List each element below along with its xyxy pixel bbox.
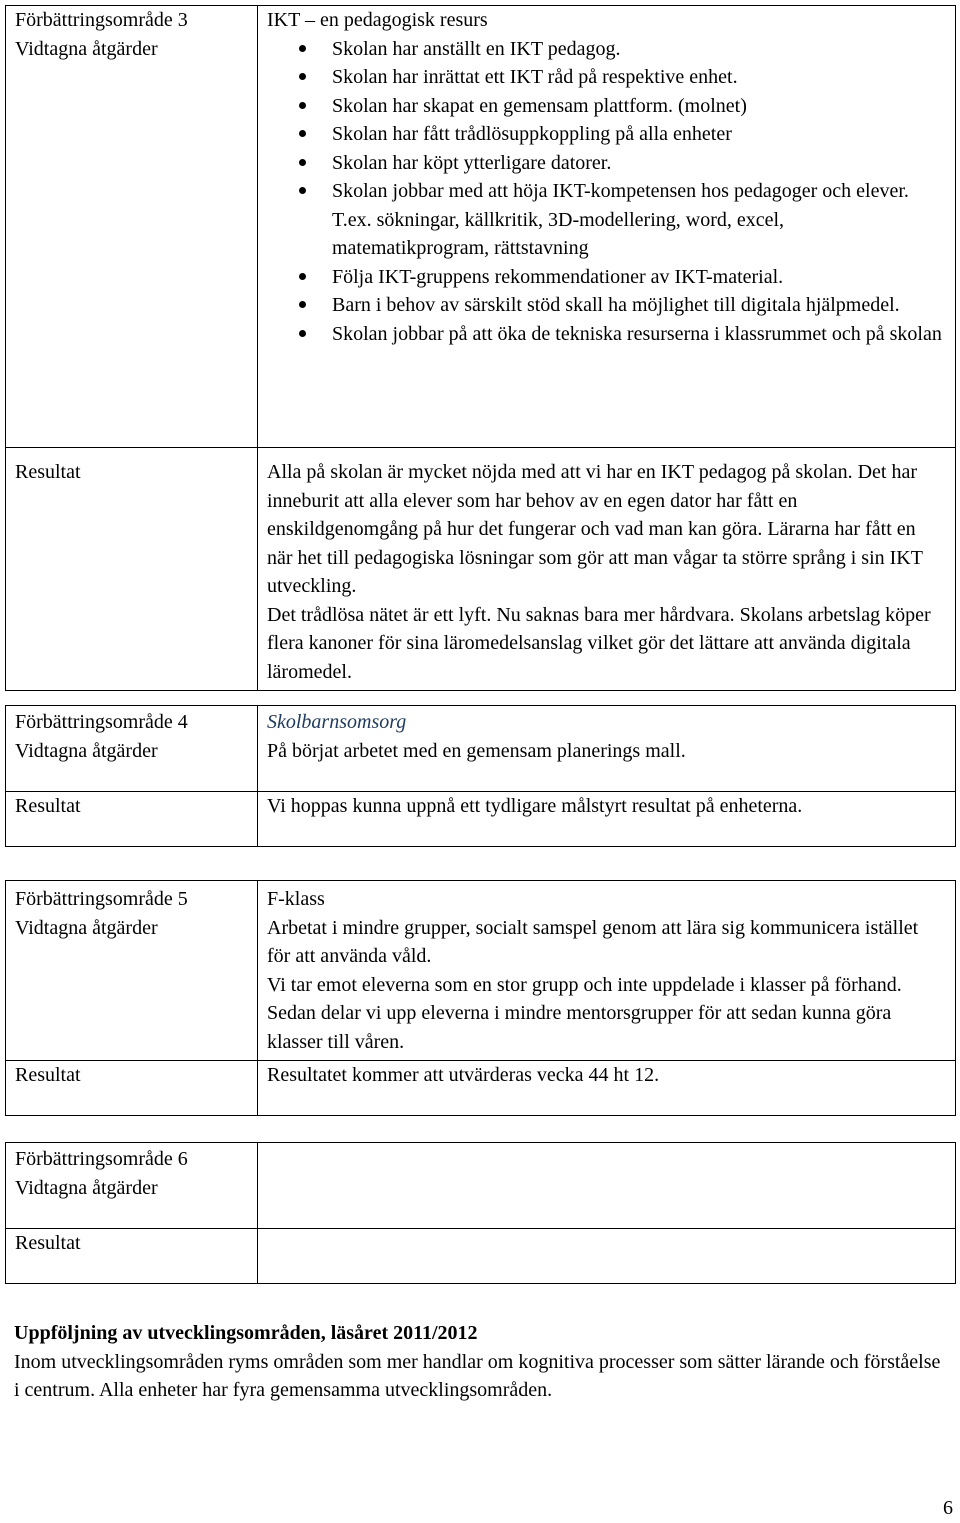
area5-result: Resultatet kommer att utvärderas vecka 44 ht 12. <box>267 1064 660 1086</box>
area4-title: Skolbarnsomsorg <box>267 711 407 733</box>
area6-content-cell <box>258 1143 956 1229</box>
followup-heading: Uppföljning av utvecklingsområden, läsåret 2011/2012 <box>14 1322 478 1344</box>
area5-result-label-cell <box>6 1061 258 1116</box>
area4-label-cell <box>6 706 258 792</box>
area4-result-cell <box>258 792 956 847</box>
area4-content-cell <box>258 706 956 792</box>
area6-result-cell <box>258 1229 956 1284</box>
area3-result-2: Det trådlösa nätet är ett lyft. Nu saknas bara mer hårdvara. Skolans arbetslag köper flera kanoner för sina läromedelsanslag vilket gör det lättare att använda digitala läromedel. <box>267 603 931 683</box>
area3-actions-list <box>267 35 946 349</box>
area3-label-actions: Vidtagna åtgärder <box>15 37 158 60</box>
area5-label-actions: Vidtagna åtgärder <box>15 916 158 939</box>
area6-label-actions: Vidtagna åtgärder <box>15 1176 158 1199</box>
list-item: Barn i behov av särskilt stöd skall ha möjlighet till digitala hjälpmedel. <box>332 291 946 320</box>
area3-label-title: Förbättringsområde 3 <box>15 9 188 31</box>
area3-content-cell <box>258 6 956 448</box>
list-item: Följa IKT-gruppens rekommendationer av IKT-material. <box>332 263 946 292</box>
followup-section <box>14 1319 949 1405</box>
area6-label-title: Förbättringsområde 6 <box>15 1148 188 1170</box>
area3-result-cell <box>258 448 956 691</box>
area3-table <box>5 5 956 691</box>
area4-label-title: Förbättringsområde 4 <box>15 711 188 733</box>
area3-result-label-cell <box>6 448 258 691</box>
area4-actions: På börjat arbetet med en gemensam planerings mall. <box>267 739 686 762</box>
area5-content-cell <box>258 881 956 1061</box>
list-item: Skolan jobbar på att öka de tekniska resurserna i klassrummet och på skolan <box>332 320 946 349</box>
area5-label-result: Resultat <box>15 1064 81 1086</box>
area6-table <box>5 1142 956 1284</box>
list-item: Skolan har inrättat ett IKT råd på respektive enhet. <box>332 63 946 92</box>
list-item: Skolan jobbar med att höja IKT-kompetensen hos pedagoger och elever. T.ex. sökningar, källkritik, 3D-modellering, word, excel, matematikprogram, rättstavning <box>332 177 946 263</box>
area4-table <box>5 705 956 847</box>
area5-title: F-klass <box>267 888 325 910</box>
list-item: Skolan har anställt en IKT pedagog. <box>332 35 946 64</box>
area6-label-cell <box>6 1143 258 1229</box>
area5-result-cell <box>258 1061 956 1116</box>
area3-result: Alla på skolan är mycket nöjda med att vi har en IKT pedagog på skolan. Det har inneburit att alla elever som har behov av en egen dator har fått en enskildgenomgång på hur det fungerar och vad man kan göra. Lärarna har fått en när het till pedagogiska lösningar som gör att man vågar ta större språng i sin IKT utveckling. <box>267 461 923 597</box>
area5-label-title: Förbättringsområde 5 <box>15 888 188 910</box>
area5-actions-2: Vi tar emot eleverna som en stor grupp och inte uppdelade i klasser på förhand. Sedan delar vi upp eleverna i mindre mentorsgrupper för att sedan kunna göra klasser till våren. <box>267 973 902 1053</box>
page-number: 6 <box>943 1497 953 1519</box>
list-item: Skolan har köpt ytterligare datorer. <box>332 149 946 178</box>
area5-label-cell <box>6 881 258 1061</box>
list-item: Skolan har fått trådlösuppkoppling på alla enheter <box>332 120 946 149</box>
area4-label-result: Resultat <box>15 795 81 817</box>
followup-text: Inom utvecklingsområden ryms områden som mer handlar om kognitiva processer som sätter lärande och förståelse i centrum. Alla enheter har fyra gemensamma utvecklingsområden. <box>14 1350 941 1401</box>
list-item: Skolan har skapat en gemensam plattform. (molnet) <box>332 92 946 121</box>
area5-table <box>5 880 956 1116</box>
area4-result: Vi hoppas kunna uppnå ett tydligare målstyrt resultat på enheterna. <box>267 795 803 817</box>
area3-title: IKT – en pedagogisk resurs <box>267 9 488 31</box>
area6-result-label-cell <box>6 1229 258 1284</box>
area4-label-actions: Vidtagna åtgärder <box>15 739 158 762</box>
area4-result-label-cell <box>6 792 258 847</box>
area3-label-cell <box>6 6 258 448</box>
area6-label-result: Resultat <box>15 1232 81 1254</box>
area3-label-result: Resultat <box>15 461 81 483</box>
area5-actions: Arbetat i mindre grupper, socialt samspel genom att lära sig kommunicera istället för att använda våld. <box>267 916 919 967</box>
